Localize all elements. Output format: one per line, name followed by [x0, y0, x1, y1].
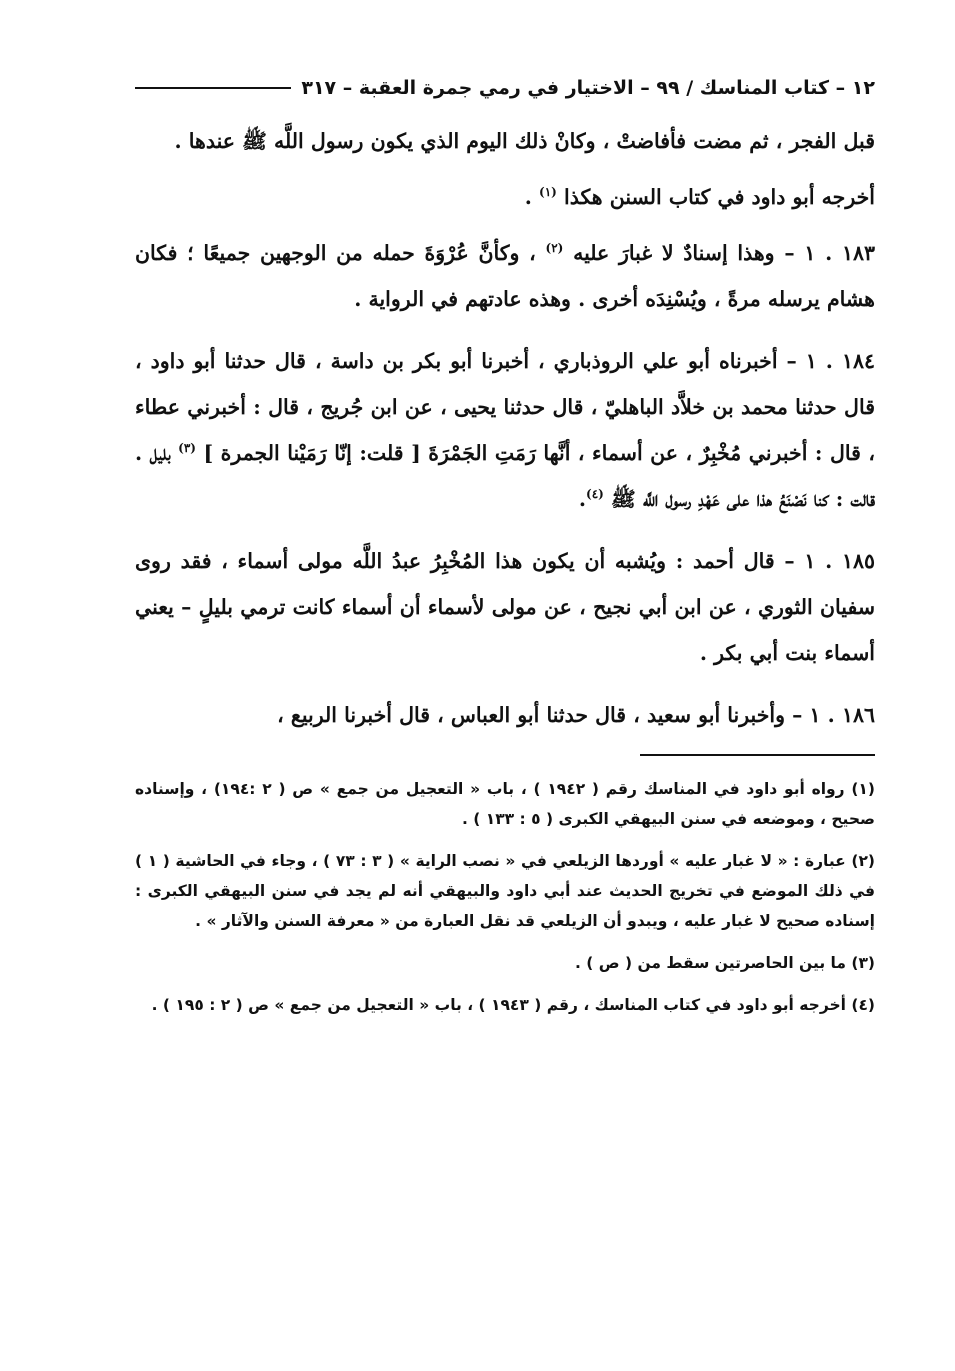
footnote-item: (٤) أخرجه أبو داود في كتاب المناسك ، رقم ( ١٩٤٣ ) ، باب « التعجيل من جمع » ص ( ٢ : ١٩٥ ) . [151, 996, 875, 1014]
running-header [135, 70, 875, 106]
paragraph-text-tail: . [578, 487, 586, 511]
footnote-rule [640, 754, 875, 756]
paragraph-text: أخرجه أبو داود في كتاب السنن هكذا [564, 185, 875, 209]
footnote-item: (٣) ما بين الحاصرتين سقط من ( ص ) . [574, 954, 875, 972]
paragraph-1186 [135, 692, 875, 738]
book-page [135, 70, 875, 1032]
paragraph-text: قبل الفجر ، ثم مضت فأفاضتْ ، وكانْ ذلك اليوم الذي يكون رسول اللَّه ﷺ عندها . [174, 129, 875, 153]
footnote-item: (٢) عبارة : « لا غبار عليه » أوردها الزيلعي في « نصب الراية » ( ٣ : ٧٣ ) ، وجاء في الحاشية ( ١ ) في ذلك الموضع في تخريج الحديث عند أبي داود والبيهقي أنه لم يجد في سنن البيهقي الكبرى : إسناده صحيح لا غبار عليه ، ويبدو أن الزيلعي قد نقل العبارة من « معرفة السنن والآثار » . [135, 852, 876, 930]
header-rule [135, 87, 291, 89]
paragraph-text: ١٨٣ . ١ – وهذا إسنادٌ لا غبارَ عليه [573, 241, 875, 265]
footnote-marker: (١) [539, 185, 557, 200]
main-text [135, 118, 875, 738]
paragraph-text-tail: ، وكأنَّ عُرْوَةَ حمله من الوجهين جميعًا ؛ فكان هشام يرسله مرةً ، ويُسْنِدَه أخرى . وهذه عادتهم في الرواية . [135, 241, 875, 311]
paragraph-citation [135, 174, 875, 220]
footnote-marker: (٤) [586, 487, 604, 502]
paragraph-text: ١٨٥ . ١ – قال أحمد : ويُشبه أن يكون هذا المُخْبِرُ عبدُ اللَّه مولى أسماء ، فقد روى سفيان الثوري ، عن ابن أبي نجيح ، عن مولى لأسماء أن أسماء كانت ترمي بليلٍ – يعني أسماء بنت أبي بكر . [135, 549, 875, 665]
paragraph-text-tail: . [524, 185, 540, 209]
paragraph-text: ١٨٤ . ١ – أخبرناه أبو علي الروذباري ، أخبرنا أبو بكر بن داسة ، قال حدثنا أبو داود ، قال حدثنا محمد بن خلاَّد الباهليّ ، قال حدثنا يحيى ، عن ابن جُريج ، قال : أخبرني عطاء ، قال : أخبرني مُخْبِرٌ ، عن أسماء ، أنَّها رَمَتِ الجَمْرَةَ [ قلت: إنّا رَمَيْنا الجمرة ] [135, 349, 876, 465]
footnote-marker: (٣) [178, 441, 196, 456]
paragraph-1184 [135, 338, 875, 522]
paragraph-1183 [135, 230, 875, 322]
paragraph-text: ١٨٦ . ١ – وأخبرنا أبو سعيد ، قال حدثنا أبو العباس ، قال أخبرنا الربيع ، [277, 703, 875, 727]
paragraph-text-tail: بليل . قالت : كنا نَصْنَعُ هذا على عَهْدِ رسول اللَّه ﷺ [135, 441, 875, 511]
footnotes [135, 774, 875, 1020]
running-header-text: ١٢ – كتاب المناسك / ٩٩ – الاختيار في رمي جمرة العقبة – ٣١٧ [301, 77, 875, 99]
footnote-marker: (٢) [545, 241, 564, 256]
footnote-item: (١) رواه أبو داود في المناسك رقم ( ١٩٤٢ ) ، باب « التعجيل من جمع » ص ( ٢ :١٩٤) ، وإسناده صحيح ، وموضعه في سنن البيهقي الكبرى ( ٥ : ١٣٣ ) . [135, 780, 875, 828]
paragraph-continuation [135, 118, 875, 164]
paragraph-1185 [135, 538, 875, 676]
